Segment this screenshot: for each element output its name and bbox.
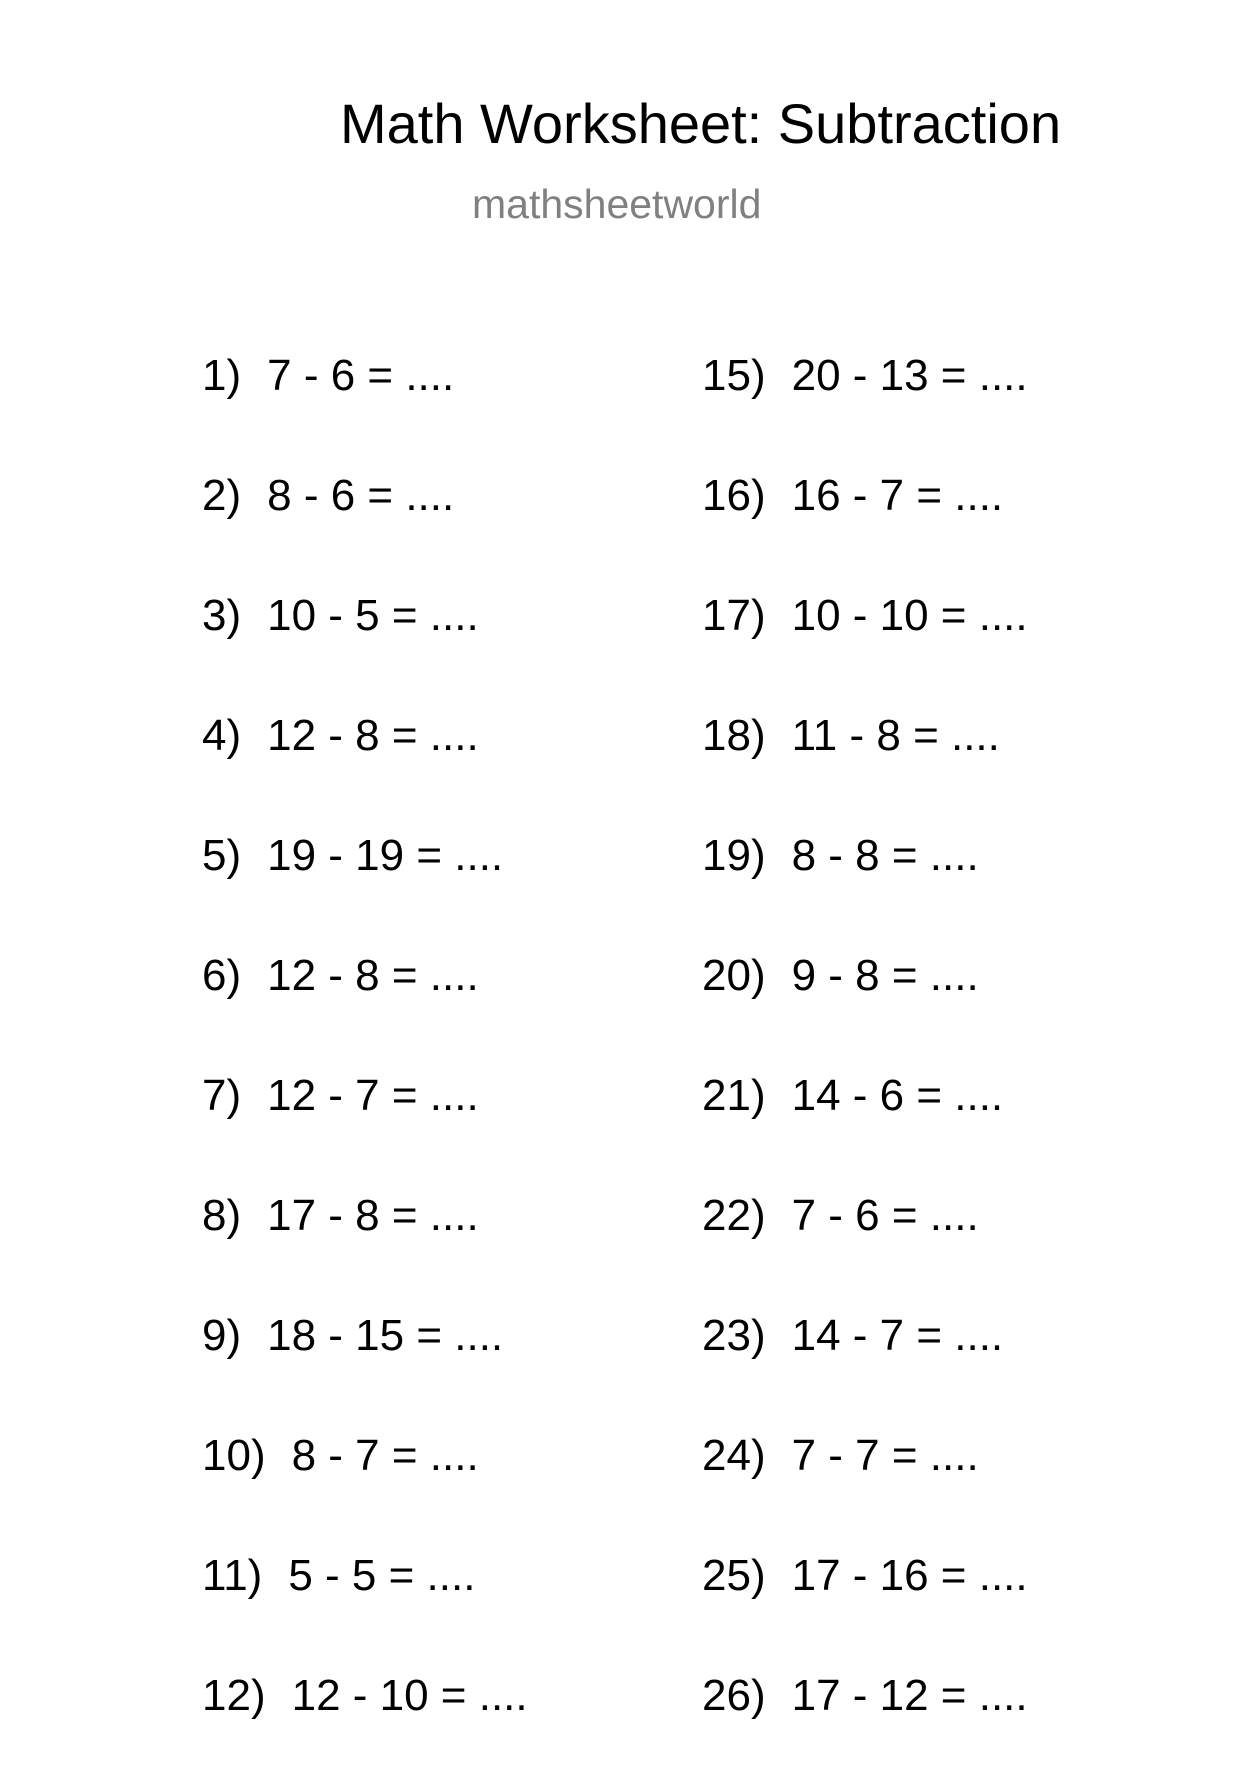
problem-item: [202, 472, 528, 592]
problem-item: [702, 592, 1028, 712]
problem-number: 16): [702, 471, 766, 520]
problem-expression: 12 - 8 = ....: [267, 951, 479, 1000]
problem-expression: 17 - 16 = ....: [791, 1551, 1028, 1600]
problem-number: 8): [202, 1191, 242, 1240]
problem-item: [202, 1192, 528, 1312]
problem-number: 4): [202, 711, 242, 760]
problem-number: 10): [202, 1431, 266, 1480]
problem-number: 18): [702, 711, 766, 760]
problem-number: 15): [702, 351, 766, 400]
problem-item: [702, 952, 1028, 1072]
problem-item: [702, 352, 1028, 472]
problem-item: [202, 1432, 528, 1552]
problem-item: [702, 1552, 1028, 1672]
problem-expression: 19 - 19 = ....: [267, 831, 504, 880]
problem-expression: 10 - 10 = ....: [791, 591, 1028, 640]
problem-number: 1): [202, 351, 242, 400]
problem-item: [202, 1072, 528, 1192]
problem-number: 11): [202, 1551, 263, 1600]
problem-expression: 18 - 15 = ....: [267, 1311, 504, 1360]
problem-expression: 16 - 7 = ....: [791, 471, 1004, 520]
problem-number: 20): [702, 951, 766, 1000]
problem-number: 22): [702, 1191, 766, 1240]
problem-number: 25): [702, 1551, 766, 1600]
problem-number: 9): [202, 1311, 242, 1360]
problem-expression: 8 - 8 = ....: [791, 831, 979, 880]
problem-expression: 9 - 8 = ....: [791, 951, 979, 1000]
problem-number: 5): [202, 831, 242, 880]
problem-item: [702, 712, 1028, 832]
problem-expression: 8 - 6 = ....: [267, 471, 455, 520]
problem-expression: 7 - 6 = ....: [791, 1191, 979, 1240]
problem-expression: 17 - 12 = ....: [791, 1671, 1028, 1720]
problem-item: [702, 1192, 1028, 1312]
problem-number: 19): [702, 831, 766, 880]
problem-item: [202, 1672, 528, 1792]
problem-item: [202, 352, 528, 472]
problem-item: [702, 1432, 1028, 1552]
problem-item: [202, 712, 528, 832]
problem-expression: 17 - 8 = ....: [267, 1191, 479, 1240]
problem-expression: 5 - 5 = ....: [288, 1551, 476, 1600]
problem-item: [202, 1312, 528, 1432]
problem-number: 3): [202, 591, 242, 640]
problem-column-right: [702, 352, 1028, 1792]
problem-expression: 12 - 10 = ....: [291, 1671, 528, 1720]
problem-number: 17): [702, 591, 766, 640]
problem-column-left: [202, 352, 528, 1792]
problem-item: [202, 592, 528, 712]
problem-item: [202, 1552, 528, 1672]
problem-number: 7): [202, 1071, 242, 1120]
problem-expression: 12 - 7 = ....: [267, 1071, 479, 1120]
problem-item: [202, 832, 528, 952]
problem-item: [702, 832, 1028, 952]
worksheet-subtitle: mathsheetworld: [472, 181, 762, 227]
problem-expression: 7 - 6 = ....: [267, 351, 455, 400]
problem-number: 24): [702, 1431, 766, 1480]
problem-expression: 14 - 6 = ....: [791, 1071, 1004, 1120]
problem-item: [702, 1072, 1028, 1192]
problem-number: 6): [202, 951, 242, 1000]
problem-number: 2): [202, 471, 242, 520]
problem-item: [702, 1672, 1028, 1792]
worksheet-title: Math Worksheet: Subtraction: [340, 92, 1062, 155]
problem-expression: 11 - 8 = ....: [791, 711, 1000, 760]
problem-item: [202, 952, 528, 1072]
problem-expression: 14 - 7 = ....: [791, 1311, 1004, 1360]
problem-number: 21): [702, 1071, 766, 1120]
problem-expression: 12 - 8 = ....: [267, 711, 479, 760]
problem-expression: 10 - 5 = ....: [267, 591, 479, 640]
problem-number: 12): [202, 1671, 266, 1720]
problem-expression: 7 - 7 = ....: [791, 1431, 979, 1480]
problem-item: [702, 472, 1028, 592]
problem-expression: 20 - 13 = ....: [791, 351, 1028, 400]
problem-number: 26): [702, 1671, 766, 1720]
problem-expression: 8 - 7 = ....: [291, 1431, 479, 1480]
problem-number: 23): [702, 1311, 766, 1360]
problem-item: [702, 1312, 1028, 1432]
